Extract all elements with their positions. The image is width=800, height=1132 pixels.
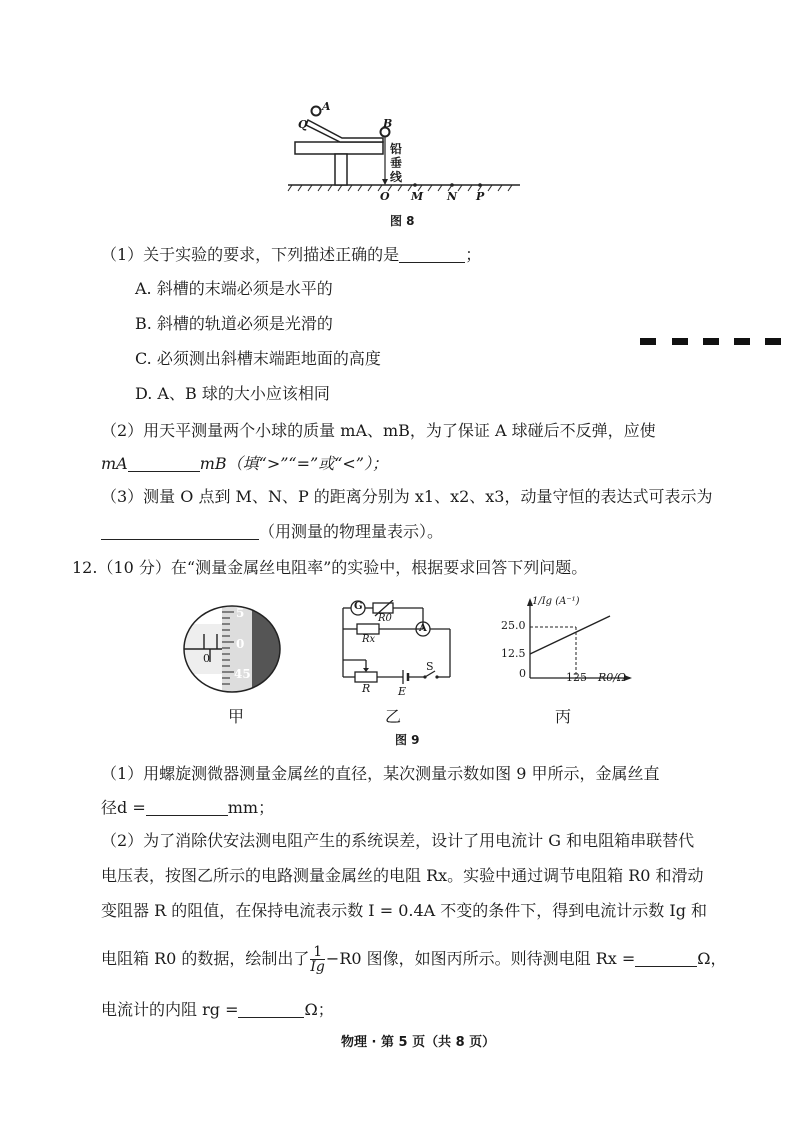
micrometer-tick-0: 0 — [236, 637, 245, 651]
q11-option-b: B. 斜槽的轨道必须是光滑的 — [135, 314, 333, 333]
q11-part3-line2: （用测量的物理量表示）。 — [101, 521, 443, 543]
answer-blank-q11-3[interactable] — [101, 523, 259, 540]
graph-y-label: 1/Ig (A⁻¹) — [532, 596, 580, 607]
q11-part3-line1: （3）测量 O 点到 M、N、P 的距离分别为 x1、x2、x3，动量守恒的表达式可表示为 — [101, 487, 713, 506]
graph-origin: 0 — [519, 667, 526, 680]
fig8-label-P: P — [476, 190, 485, 203]
fig8-label-B: B — [383, 117, 393, 130]
figure-8-diagram — [280, 98, 530, 203]
footer-mark-2 — [672, 338, 688, 345]
graph-x-tick-125: 125 — [566, 671, 587, 684]
footer-mark-3 — [703, 338, 719, 345]
fig9-label-bing: 丙 — [555, 707, 572, 726]
answer-blank-q12-3[interactable] — [238, 1001, 304, 1018]
circuit-label-Rx: Rx — [362, 634, 376, 645]
q12-part2-line5: 电流计的内阻 rg = Ω； — [101, 1000, 334, 1019]
circuit-label-G: G — [354, 601, 363, 612]
answer-blank-q12-1[interactable] — [146, 799, 228, 816]
q11-part1: （1）关于实验的要求，下列描述正确的是 ； — [101, 245, 482, 264]
circuit-label-R0: R0 — [378, 613, 392, 624]
fig9-label-jia: 甲 — [228, 707, 245, 726]
q12-part1-line2: 径d = mm； — [101, 798, 275, 817]
q12-part2-line3: 变阻器 R 的阻值，在保持电流表示数 I = 0.4A 不变的条件下，得到电流计示数 Ig 和 — [101, 901, 708, 920]
circuit-label-A: A — [419, 623, 427, 634]
q11-option-a: A. 斜槽的末端必须是水平的 — [135, 279, 333, 298]
fig9-label-yi: 乙 — [385, 707, 402, 726]
q11-part2-line2: mA mB（填“>”“=”或“<”）； — [101, 454, 388, 473]
fig8-label-A: A — [322, 100, 331, 113]
footer-mark-4 — [734, 338, 750, 345]
figure-8-caption: 图 8 — [390, 214, 415, 228]
figure-9-caption: 图 9 — [395, 733, 420, 747]
q11-option-c: C. 必须测出斜槽末端距地面的高度 — [135, 349, 381, 368]
q12-part2-line2: 电压表，按图乙所示的电路测量金属丝的电阻 Rx。实验中通过调节电阻箱 R0 和滑动 — [101, 866, 704, 885]
q11-part2-line1: （2）用天平测量两个小球的质量 mA、mB，为了保证 A 球碰后不反弹，应使 — [101, 421, 656, 440]
graph-x-label: R0/Ω — [598, 671, 627, 684]
page-footer: 物理 · 第 5 页（共 8 页） — [341, 1035, 496, 1050]
circuit-label-R: R — [362, 682, 371, 695]
fig8-label-Q: Q — [298, 118, 308, 131]
answer-blank-q11-1[interactable] — [399, 246, 465, 263]
q12-part1-line1: （1）用螺旋测微器测量金属丝的直径，某次测量示数如图 9 甲所示，金属丝直 — [101, 764, 660, 783]
circuit-label-E: E — [398, 685, 407, 698]
answer-blank-q11-2[interactable] — [128, 455, 200, 472]
q11-option-d: D. A、B 球的大小应该相同 — [135, 384, 330, 403]
micrometer-tick-5: 5 — [236, 606, 245, 620]
graph-y-tick-25: 25.0 — [501, 619, 526, 632]
circuit-label-S: S — [426, 660, 434, 673]
q12-part2-line1: （2）为了消除伏安法测电阻产生的系统误差，设计了用电流计 G 和电阻箱串联替代 — [101, 831, 695, 850]
answer-blank-q12-2[interactable] — [635, 950, 697, 967]
q12-header: 12.（10 分）在“测量金属丝电阻率”的实验中，根据要求回答下列问题。 — [72, 558, 588, 577]
q12-part2-line4: 电阻箱 R0 的数据，绘制出了 $\frac{1}{Ig}$ −R0 图像，如图丙所示。则待测电阻 Rx = Ω， — [101, 944, 727, 975]
fig8-label-O: O — [380, 190, 390, 203]
fig8-label-M: M — [411, 190, 424, 203]
micrometer-main-zero: 0 — [203, 652, 210, 665]
fig8-plumb-label: 铅垂线 — [390, 142, 403, 184]
micrometer-tick-45: 45 — [234, 667, 251, 681]
graph-y-tick-12-5: 12.5 — [501, 647, 526, 660]
fraction-1-over-ig: $\frac{1}{Ig}$ — [310, 944, 325, 975]
fig8-label-N: N — [447, 190, 458, 203]
footer-mark-1 — [640, 338, 656, 345]
footer-mark-5 — [765, 338, 781, 345]
graph-line — [530, 616, 610, 654]
